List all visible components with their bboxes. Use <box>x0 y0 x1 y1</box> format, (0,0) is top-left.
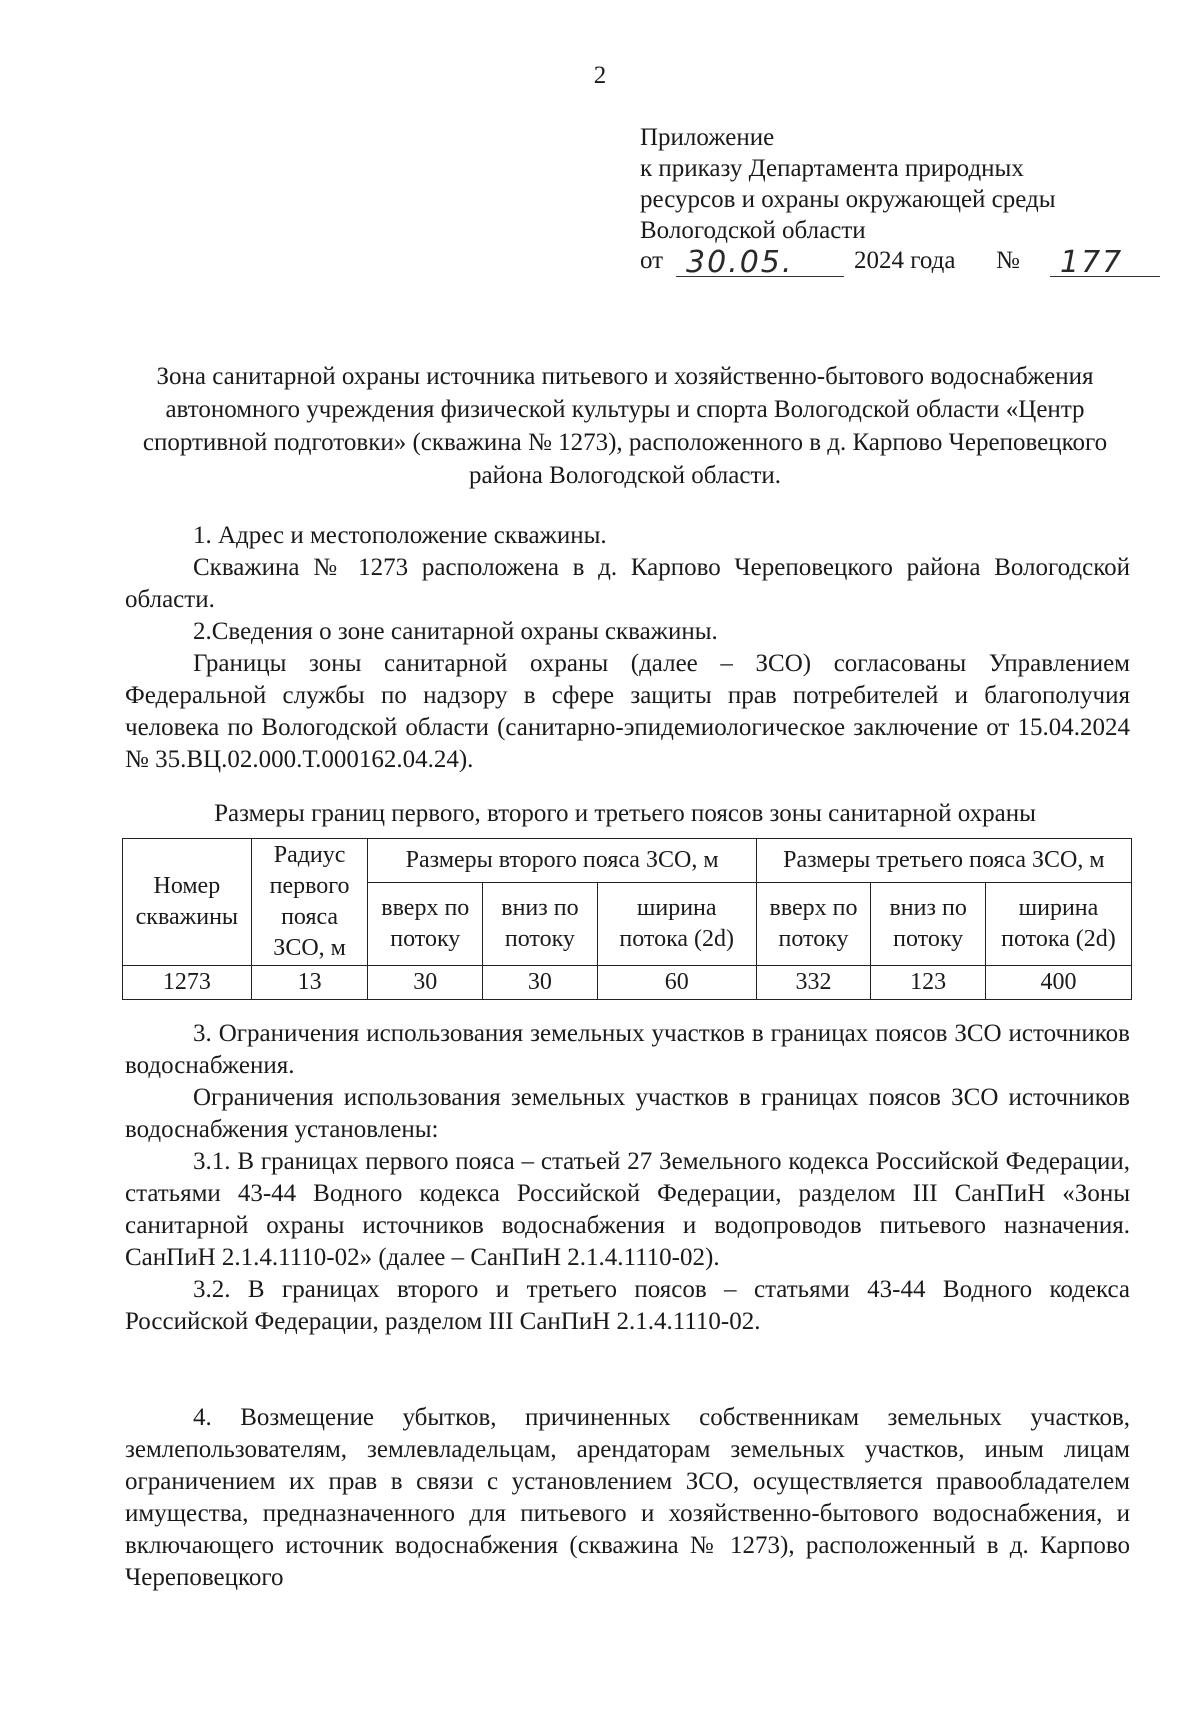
paragraph: Ограничения использования земельных участков в границах поясов ЗСО источников водоснабжения установлены: <box>125 1084 1130 1143</box>
paragraph: 3.1. В границах первого пояса – статьей 27 Земельного кодекса Российской Федерации, статьями 43-44 Водного кодекса Российской Федерации, разделом III СанПиН «Зоны санитарной охраны источников водоснабжения и водопроводов питьевого назначения. СанПиН 2.1.4.1110-02» (далее – СанПиН 2.1.4.1110-02). <box>125 1148 1130 1271</box>
date-prefix: от <box>640 247 664 274</box>
document-title: Зона санитарной охраны источника питьевого и хозяйственно-бытового водоснабжения автономного учреждения физической культуры и спорта Вологодской области «Центр спортивной подготовки» (скважина № 1273), расположенного в д. Карпово Череповецкого района Вологодской области. <box>142 363 1108 489</box>
table-cell: 400 <box>985 966 1131 1000</box>
header-upstream: вверх по потоку <box>756 882 871 965</box>
order-date-line <box>640 246 1160 280</box>
appendix-line: к приказу Департамента природных <box>640 155 1024 182</box>
header-width: ширина потока (2d) <box>985 882 1131 965</box>
table-cell: 30 <box>483 966 598 1000</box>
section-3 <box>125 1018 1130 1338</box>
table-cell: 1273 <box>123 966 252 1000</box>
handwritten-number: 177 <box>1060 245 1124 280</box>
header-downstream: вниз по потоку <box>871 882 986 965</box>
appendix-block <box>640 122 1160 280</box>
header-upstream: вверх по потоку <box>368 882 483 965</box>
section-heading: 1. Адрес и местоположение скважины. <box>193 522 607 549</box>
table-cell: 13 <box>251 966 368 1000</box>
header-third-belt: Размеры третьего пояса ЗСО, м <box>756 839 1131 883</box>
table-cell: 123 <box>871 966 986 1000</box>
table-cell: 30 <box>368 966 483 1000</box>
header-width: ширина потока (2d) <box>597 882 756 965</box>
year-text: 2024 года <box>854 247 956 274</box>
zso-table <box>122 838 1132 1000</box>
paragraph: Границы зоны санитарной охраны (далее – ЗСО) согласованы Управлением Федеральной службы по надзору в сфере защиты прав потребителей и благополучия человека по Вологодской области (санитарно-эпидемиологическое заключение от 15.04.2024 № 35.ВЦ.02.000.Т.000162.04.24). <box>125 650 1130 773</box>
section-4 <box>125 1402 1130 1594</box>
table-cell: 332 <box>756 966 871 1000</box>
section-heading: 3. Ограничения использования земельных участков в границах поясов ЗСО источников водоснабжения. <box>125 1020 1130 1079</box>
table-header-row <box>123 839 1132 883</box>
paragraph: 4. Возмещение убытков, причиненных собственникам земельных участков, землепользователям, землевладельцам, арендаторам земельных участков, иным лицам ограничением их прав в связи с установлением ЗСО, осуществляется правообладателем имущества, предназначенного для питьевого и хозяйственно-бытового водоснабжения, и включающего источник водоснабжения (скважина № 1273), расположенный в д. Карпово Череповецкого <box>125 1404 1130 1591</box>
header-downstream: вниз по потоку <box>483 882 598 965</box>
appendix-line: Вологодской области <box>640 217 866 244</box>
section-1 <box>125 520 1130 776</box>
appendix-line: ресурсов и охраны окружающей среды <box>640 186 1056 213</box>
number-sign: № <box>996 247 1020 274</box>
header-well-number: Номер скважины <box>123 839 252 966</box>
header-second-belt: Размеры второго пояса ЗСО, м <box>368 839 756 883</box>
appendix-line: Приложение <box>640 124 775 151</box>
table-caption: Размеры границ первого, второго и третьего поясов зоны санитарной охраны <box>214 800 1036 827</box>
table-cell: 60 <box>597 966 756 1000</box>
paragraph: 3.2. В границах второго и третьего поясов – статьями 43-44 Водного кодекса Российской Федерации, разделом III СанПиН 2.1.4.1110-02. <box>125 1276 1130 1335</box>
paragraph: Скважина № 1273 расположена в д. Карпово Череповецкого района Вологодской области. <box>125 554 1130 613</box>
handwritten-date: 30.05. <box>686 245 794 280</box>
page-number: 2 <box>593 62 607 89</box>
header-radius-first: Радиус первого пояса ЗСО, м <box>251 839 368 966</box>
section-heading: 2.Сведения о зоне санитарной охраны скважины. <box>193 618 718 645</box>
table-row <box>123 966 1132 1000</box>
